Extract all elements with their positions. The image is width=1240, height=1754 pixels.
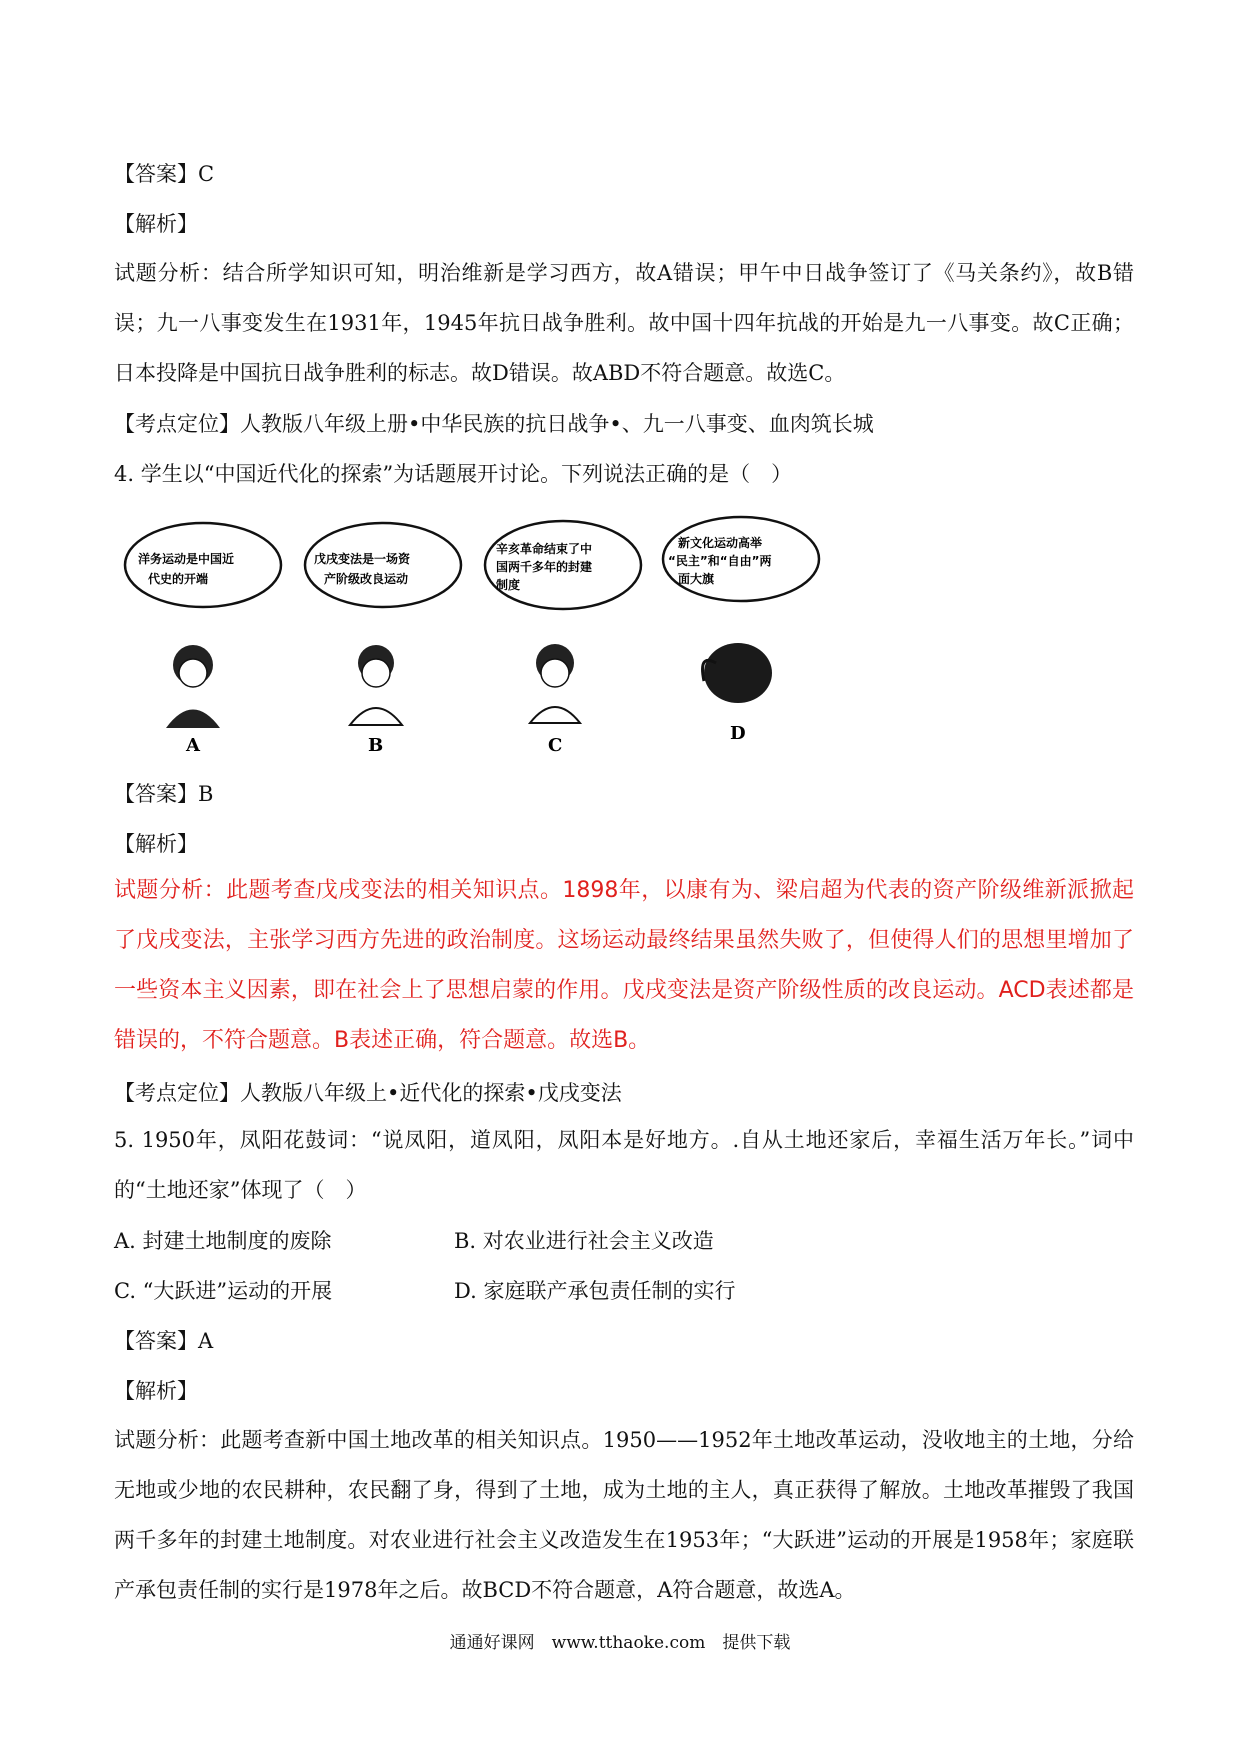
student-b-body [350,708,402,725]
q4-location: 【考点定位】人教版八年级上•近代化的探索•戊戌变法 [114,1081,622,1105]
q3-analysis-heading: 【解析】 [114,212,198,236]
label-c: C [548,735,563,753]
cartoon-panel-a [125,523,281,753]
bubble-a-line-2: 代史的开端 [148,572,209,586]
student-d-head [704,643,772,703]
bubble-d-line-1: 新文化运动高举 [678,536,763,550]
q3-analysis-text: 试题分析：结合所学知识可知，明治维新是学习西方，故A错误；甲午中日战争签订了《马关条约》，故B错误；九一八事变发生在1931年，1945年抗日战争胜利。故中国十四年抗战的开始是九一八事变。故C正确；日本投降是中国抗日战争胜利的标志。故D错误。故ABD不符合题意。故选C。 [114,261,1134,385]
q4-question: 4. 学生以“中国近代化的探索”为话题展开讨论。下列说法正确的是（ ） [114,462,793,486]
student-a-body [166,710,220,729]
q4-analysis-heading: 【解析】 [114,832,198,856]
q5-question: 5. 1950年，凤阳花鼓词：“说凤阳，道凤阳，凤阳本是好地方。.自从土地还家后，幸福生活万年长。”词中的“土地还家”体现了（ ） [114,1128,1134,1202]
q5-option-c: C. “大跃进”运动的开展 [114,1279,333,1303]
q3-location: 【考点定位】人教版八年级上册•中华民族的抗日战争•、九一八事变、血肉筑长城 [114,412,874,436]
student-c-body [530,707,580,723]
student-c-face [541,659,569,687]
bubble-b-line-2: 产阶级改良运动 [324,572,409,586]
q3-answer: 【答案】C [114,162,215,186]
q5-option-b: B. 对农业进行社会主义改造 [454,1229,714,1253]
q4-cartoon-figure [118,513,878,753]
page-footer: 通通好课网 www.tthaoke.com 提供下载 [449,1633,791,1653]
student-b-face [362,659,390,687]
q5-answer: 【答案】A [114,1329,214,1353]
cartoon-svg [118,513,878,753]
bubble-c-line-2: 国两千多年的封建 [496,560,593,574]
q5-option-a: A. 封建土地制度的废除 [114,1229,332,1253]
cartoon-panel-d [663,517,819,744]
bubble-b-line-1: 戊戌变法是一场资 [314,552,411,566]
bubble-c-line-3: 制度 [496,578,521,592]
q5-option-d: D. 家庭联产承包责任制的实行 [454,1279,736,1303]
cartoon-panel-b [305,523,461,753]
q5-analysis-heading: 【解析】 [114,1379,198,1403]
label-b: B [368,735,384,753]
q5-analysis-text: 试题分析：此题考查新中国土地改革的相关知识点。1950——1952年土地改革运动，没收地主的土地，分给无地或少地的农民耕种，农民翻了身，得到了土地，成为土地的主人，真正获得了解放。土地改革摧毁了我国两千多年的封建土地制度。对农业进行社会主义改造发生在1953年；“大跃进”运动的开展是1958年；家庭联产承包责任制的实行是1978年之后。故BCD不符合题意，A符合题意，故选A。 [114,1428,1134,1602]
label-d: D [730,723,746,744]
bubble-c-line-1: 辛亥革命结束了中 [496,542,593,556]
bubble-d-line-2: “民主”和“自由”两 [668,554,772,568]
bubble-d-line-3: 面大旗 [678,572,715,586]
student-a-face [179,659,207,687]
bubble-a-line-1: 洋务运动是中国近 [138,552,235,566]
q4-answer: 【答案】B [114,782,214,806]
label-a: A [186,735,200,753]
cartoon-panel-c [485,521,641,753]
q4-analysis-text: 试题分析：此题考查戊戌变法的相关知识点。1898年，以康有为、梁启超为代表的资产阶级维新派掀起了戊戌变法，主张学习西方先进的政治制度。这场运动最终结果虽然失败了，但使得人们的思想里增加了一些资本主义因素，即在社会上了思想启蒙的作用。戊戌变法是资产阶级性质的改良运动。ACD表述都是错误的，不符合题意。B表述正确，符合题意。故选B。 [114,878,1134,1053]
